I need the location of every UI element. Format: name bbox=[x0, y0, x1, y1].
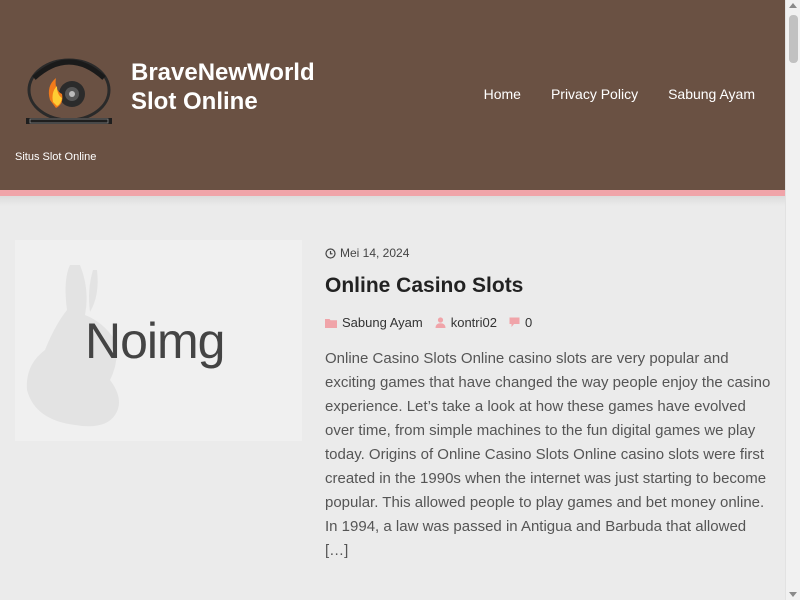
post-thumbnail[interactable] bbox=[15, 240, 302, 441]
post-entry bbox=[325, 244, 773, 563]
post-comments[interactable] bbox=[509, 315, 532, 330]
thumbnail-placeholder-text: Noimg bbox=[85, 313, 225, 369]
scrollbar-thumb[interactable] bbox=[789, 15, 798, 63]
post-excerpt: Online Casino Slots Online casino slots are very popular and exciting games that have changed the way people enjoy the casino experience. Let’s take a look at how these games have evolved over time, from simple machines to the fun digital games we play today. Origins of Online Casino Slots Online casino slots were first created in the 1990s when the internet was just starting to become popular. This allowed people to play games and bet money online. In 1994, a law was passed in Antigua and Barbuda that allowed […] bbox=[325, 350, 771, 559]
site-header bbox=[0, 0, 785, 190]
post-category[interactable] bbox=[325, 315, 423, 330]
scroll-up-arrow-icon[interactable] bbox=[789, 3, 797, 8]
header-shadow bbox=[0, 196, 785, 206]
post-author[interactable] bbox=[435, 315, 497, 330]
vertical-scrollbar[interactable] bbox=[785, 0, 800, 600]
nav-item-home[interactable]: Home bbox=[483, 86, 521, 102]
scroll-down-arrow-icon[interactable] bbox=[789, 592, 797, 597]
folder-icon bbox=[325, 318, 337, 328]
post-comments-count: 0 bbox=[524, 315, 533, 330]
site-logo[interactable] bbox=[22, 48, 116, 128]
site-tagline: Situs Slot Online bbox=[15, 151, 97, 163]
post-date[interactable] bbox=[325, 244, 773, 262]
site-title[interactable]: BraveNewWorld Slot Online bbox=[131, 59, 315, 115]
post-meta bbox=[325, 315, 773, 330]
post-category-label: Sabung Ayam bbox=[342, 315, 423, 330]
primary-nav bbox=[484, 86, 755, 103]
nav-item-privacy-policy[interactable]: Privacy Policy bbox=[550, 86, 639, 102]
logo-graphic bbox=[22, 48, 116, 128]
post-author-label: kontri02 bbox=[450, 315, 497, 330]
post-title[interactable]: Online Casino Slots bbox=[325, 274, 524, 297]
nav-item-sabung-ayam[interactable]: Sabung Ayam bbox=[668, 86, 755, 102]
comment-icon bbox=[509, 317, 520, 328]
user-icon bbox=[435, 317, 446, 328]
clock-icon bbox=[325, 248, 336, 259]
post-date-text: Mei 14, 2024 bbox=[340, 246, 410, 260]
